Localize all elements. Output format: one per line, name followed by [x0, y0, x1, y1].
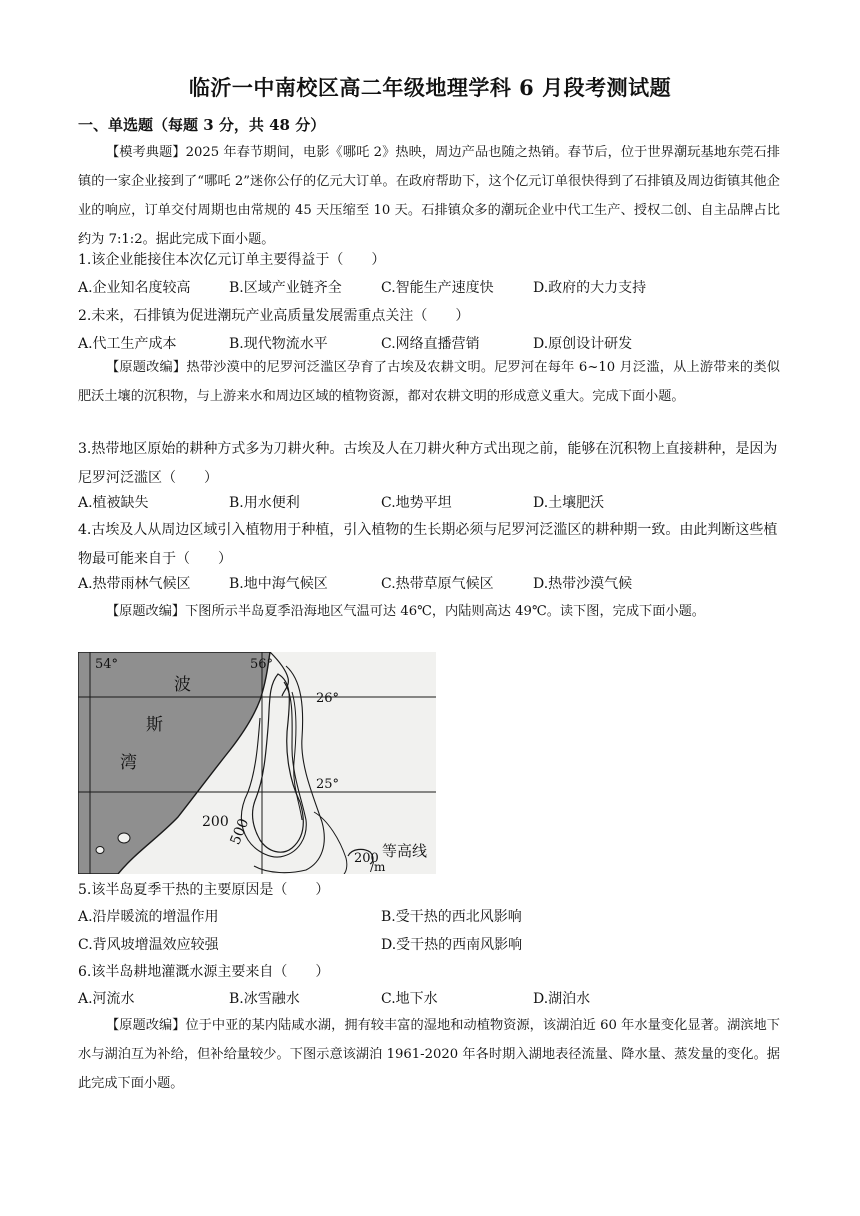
- passage-3: 【原题改编】下图所示半岛夏季沿海地区气温可达 46℃，内陆则高达 49℃。读下图，完成下面小题。: [106, 604, 705, 619]
- option-d[interactable]: D.湖泊水: [533, 991, 591, 1007]
- question-5-options-row2: [78, 931, 780, 960]
- option-a[interactable]: A.植被缺失: [78, 495, 149, 511]
- lat-label-26: 26°: [316, 691, 340, 706]
- island: [118, 833, 130, 843]
- option-c[interactable]: C.背风坡增温效应较强: [78, 937, 219, 953]
- question-3-stem: 3.热带地区原始的耕种方式多为刀耕火种。古埃及人在刀耕火种方式出现之前，能够在沉积物上直接耕种，是因为尼罗河泛滥区（ ）: [78, 441, 778, 486]
- question-5-options-row1: [78, 903, 780, 932]
- option-a[interactable]: A.河流水: [78, 991, 135, 1007]
- contour-east: [314, 812, 347, 874]
- lat-label-25: 25°: [316, 777, 340, 792]
- question-4-stem: 4.古埃及人从周边区域引入植物用于种植，引入植物的生长期必须与尼罗河泛滥区的耕种期一致。由此判断这些植物最可能来自于（ ）: [78, 522, 778, 567]
- section-heading: 一、单选题（每题 3 分，共 48 分）: [78, 116, 326, 134]
- option-d[interactable]: D.热带沙漠气候: [533, 576, 633, 592]
- sea-name-char: 波: [174, 675, 191, 695]
- lon-label-54: 54°: [95, 657, 119, 672]
- island: [96, 847, 104, 854]
- passage-1: 【模考典题】2025 年春节期间，电影《哪吒 2》热映，周边产品也随之热销。春节后，位于世界潮玩基地东莞石排镇的一家企业接到了“哪吒 2”迷你公仔的亿元大订单。在政府帮助下，这个亿元订单很快得到了石排镇及周边街镇其他企业的响应，订单交付周期也由常规的 45 天压缩至 10 天。石排镇众多的潮玩企业中代工生产、授权二创、自主品牌占比约为 7:1:2。据此完成下面小题。: [78, 145, 780, 247]
- map-svg: [78, 652, 436, 874]
- contour-inner: [292, 692, 302, 820]
- sea-name-char: 斯: [146, 715, 163, 735]
- option-c[interactable]: C.智能生产速度快: [381, 280, 494, 296]
- option-d[interactable]: D.原创设计研发: [533, 336, 633, 352]
- option-c[interactable]: C.网络直播营销: [381, 336, 480, 352]
- option-a[interactable]: A.热带雨林气候区: [78, 576, 191, 592]
- peninsula-contour-map: [78, 652, 436, 874]
- question-1-stem: 1.该企业能接住本次亿元订单主要得益于（ ）: [78, 252, 386, 268]
- lon-label-56: 56°: [250, 657, 274, 672]
- option-b[interactable]: B.冰雪融水: [229, 991, 300, 1007]
- option-b[interactable]: B.地中海气候区: [229, 576, 328, 592]
- option-d[interactable]: D.土壤肥沃: [533, 495, 605, 511]
- question-4-options: [78, 570, 780, 599]
- passage-4: 【原题改编】位于中亚的某内陆咸水湖，拥有较丰富的湿地和动植物资源，该湖泊近 60 年水量变化显著。湖滨地下水与湖泊互为补给，但补给量较少。下图示意该湖泊 1961-2020 年各时期入湖地表径流量、降水量、蒸发量的变化。据此完成下面小题。: [78, 1018, 780, 1091]
- option-c[interactable]: C.热带草原气候区: [381, 576, 494, 592]
- option-b[interactable]: B.区域产业链齐全: [229, 280, 342, 296]
- option-d[interactable]: D.受干热的西南风影响: [381, 937, 523, 953]
- legend-unit: /m: [370, 860, 386, 874]
- passage-2: 【原题改编】热带沙漠中的尼罗河泛滥区孕育了古埃及农耕文明。尼罗河在每年 6~10 月泛滥，从上游带来的类似肥沃土壤的沉积物，与上游来水和周边区域的植物资源，都对农耕文明的形成意义重大。完成下面小题。: [78, 360, 780, 404]
- option-b[interactable]: B.现代物流水平: [229, 336, 328, 352]
- question-5-stem: 5.该半岛夏季干热的主要原因是（ ）: [78, 882, 330, 898]
- question-2-stem: 2.未来，石排镇为促进潮玩产业高质量发展需重点关注（ ）: [78, 308, 470, 324]
- question-6-options: [78, 985, 780, 1014]
- option-d[interactable]: D.政府的大力支持: [533, 280, 647, 296]
- option-b[interactable]: B.受干热的西北风影响: [381, 909, 522, 925]
- contour-label-200: 200: [202, 814, 229, 830]
- question-1-options: [78, 274, 780, 303]
- contour-label-500: 500: [227, 816, 253, 848]
- question-6-stem: 6.该半岛耕地灌溉水源主要来自（ ）: [78, 964, 330, 980]
- option-a[interactable]: A.沿岸暖流的增温作用: [78, 909, 219, 925]
- option-a[interactable]: A.企业知名度较高: [78, 280, 191, 296]
- legend-label: 等高线: [382, 842, 428, 860]
- question-3-options: [78, 489, 780, 518]
- legend-value: 200: [354, 851, 379, 866]
- page-title: 临沂一中南校区高二年级地理学科 6 月段考测试题: [188, 75, 672, 100]
- option-c[interactable]: C.地势平坦: [381, 495, 452, 511]
- sea-name-char: 湾: [120, 753, 137, 773]
- option-c[interactable]: C.地下水: [381, 991, 438, 1007]
- option-b[interactable]: B.用水便利: [229, 495, 300, 511]
- option-a[interactable]: A.代工生产成本: [78, 336, 177, 352]
